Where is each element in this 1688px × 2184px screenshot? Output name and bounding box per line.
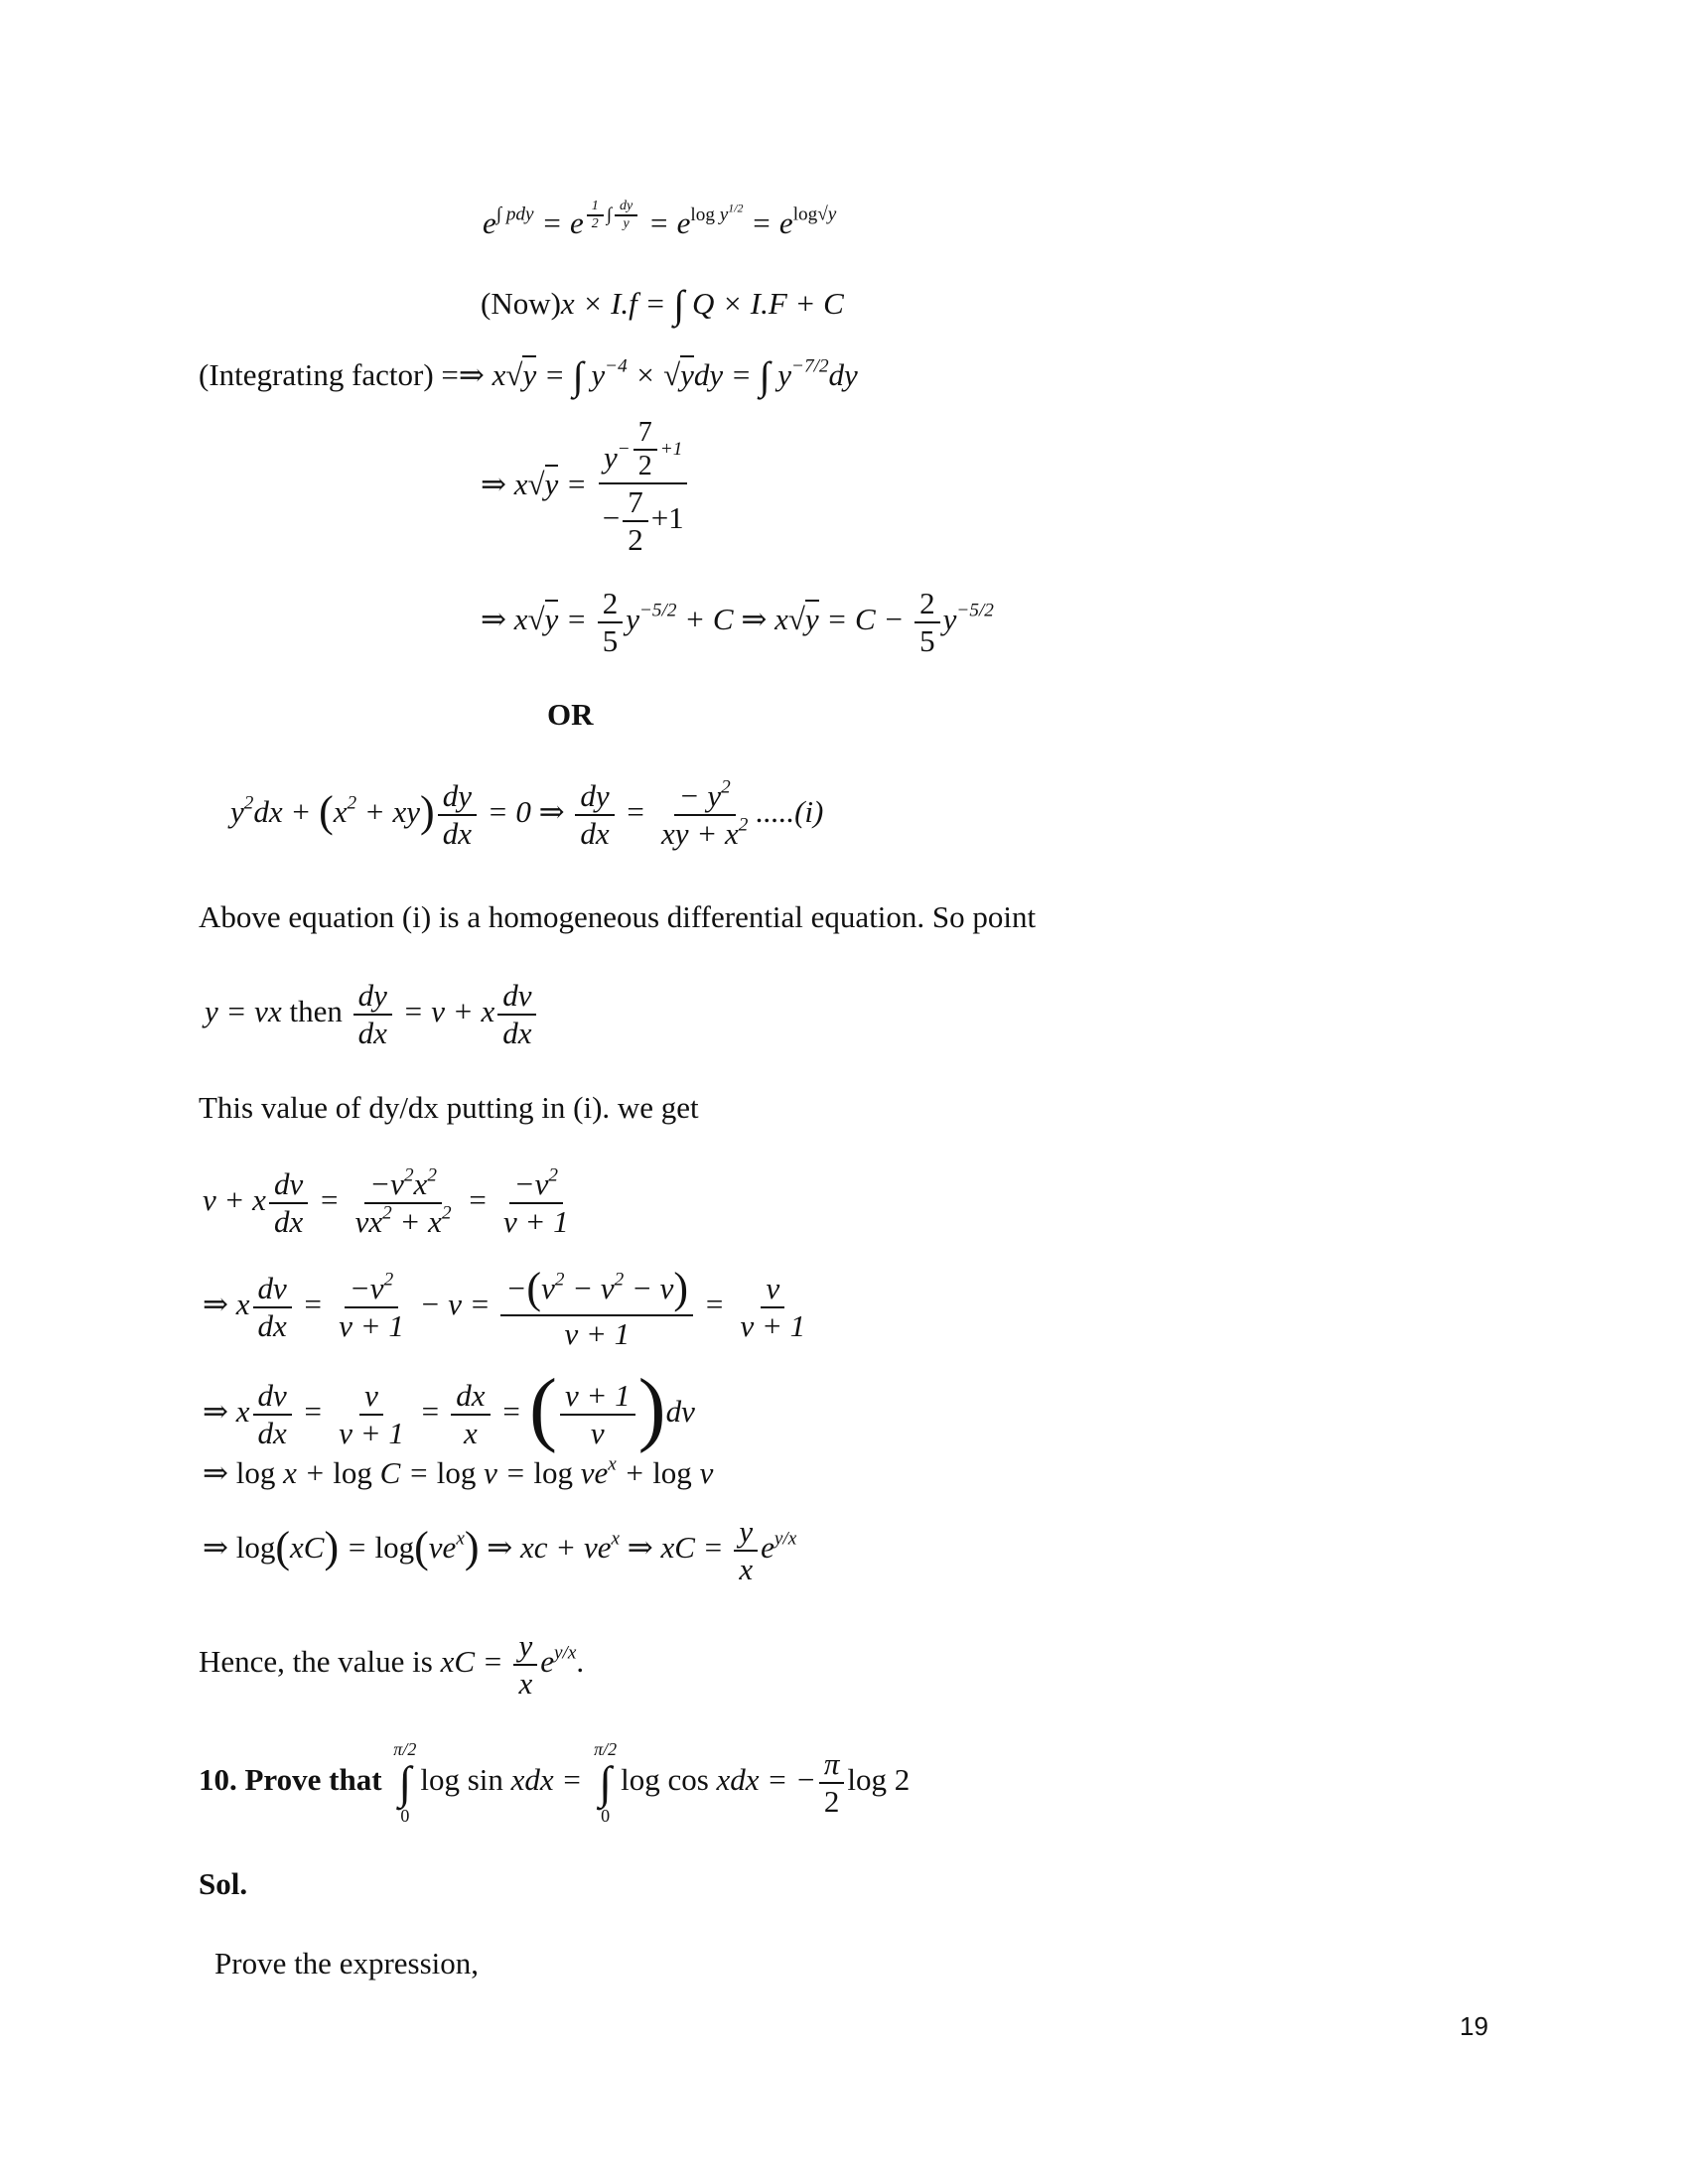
equation-solution-form: (Now)x × I.f = ∫ Q × I.F + C <box>481 282 844 327</box>
equation-step-3: ⇒ x $\frac{dv}{dx}$ = $\frac{v}{v + 1}$ = $\frac{dx}{x}$ = ( $\frac{v + 1}{v}$ )dv <box>203 1362 695 1454</box>
question-10: 10. Prove that π/2 ∫ 0 log sin xdx = π/2 ∫ 0 log cos xdx = − $\frac{\pi}{2}$ log 2 <box>199 1739 911 1826</box>
now-label: (Now) <box>481 286 561 321</box>
equation-if-value: $e^{\int pdy} = e$ $^{\frac{1}{2} \int \frac{dy}{y}}$ = $e^{log y^{1/2}} = e^{log√y}$ <box>483 199 837 240</box>
putting-text: This value of dy/dx putting in (i). we get <box>199 1090 699 1125</box>
equation-step-1: v + x $\frac{dv}{dx}$ = $\frac{-v^2x^2}{vx^2 + x^2}$ = $\frac{-v^2}{v + 1}$ <box>203 1164 569 1239</box>
homogeneous-text: Above equation (i) is a homogeneous differential equation. So point <box>199 899 1037 934</box>
equation-step-5: ⇒ $\log(xC) = \log(ve^x)$ ⇒ xc + $ve^x$ ⇒ xC = $\frac{y}{x}$ $e^{y/x}$ <box>203 1514 797 1586</box>
equation-integrated: ⇒ x√y = $y^{- \frac{7}{2} +1}$ − $\frac{7}{2}$ +1 <box>481 417 692 558</box>
equation-i: $y^2dx + (x^2 + xy)$ $\frac{dy}{dx}$ = 0 ⇒ $\frac{dy}{dx}$ = $\frac{- y^2}{xy + x^2}$ .....(i) <box>230 776 824 851</box>
integrating-factor-line: (Integrating factor) =⇒ x√y = ∫ $y^{-4} \times √ydy$ = ∫ $y^{-7/2}dy$ <box>199 353 858 398</box>
prove-text: Prove the expression, <box>214 1946 480 1980</box>
integrating-factor-label: (Integrating factor) = <box>199 357 459 392</box>
page-number: 19 <box>1460 2011 1488 2041</box>
hence-line: Hence, the value is xC = $\frac{y}{x}$ $e^{y/x}$. <box>199 1628 585 1701</box>
equation-result: ⇒ x√y = $\frac{2}{5}$ $y^{-5/2} + C$ ⇒ x√y = C − $\frac{2}{5}$ $y^{-5/2}$ <box>481 586 994 658</box>
question-10-label: 10. Prove that <box>199 1762 382 1798</box>
equation-step-4: ⇒ $\log x + \log C = \log v = \log ve^x + \log v$ <box>203 1453 714 1490</box>
hence-text: Hence, the value is <box>199 1643 433 1679</box>
equation-step-2: ⇒ x $\frac{dv}{dx}$ = $\frac{-v^2}{v + 1}$ − v = $\frac{-(v^2 - v^2 - v)}{v + 1}$ = $\frac{v}{v + 1}$ <box>203 1264 806 1351</box>
equation-substitution: y = vx then $\frac{dy}{dx}$ = v + x $\frac{dv}{dx}$ <box>205 978 539 1050</box>
or-heading: OR <box>547 697 594 732</box>
then-word: then <box>289 993 343 1028</box>
sol-label: Sol. <box>199 1866 248 1901</box>
